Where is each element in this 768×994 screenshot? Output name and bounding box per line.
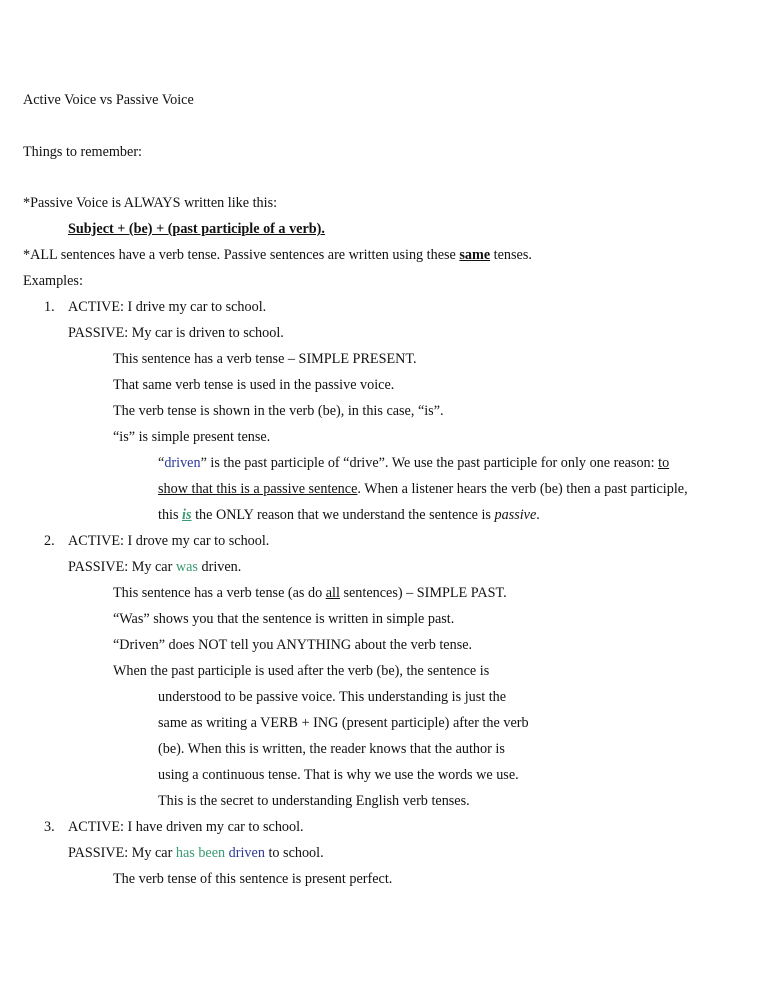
underlined-to: to [658, 455, 670, 471]
example-3-active: ACTIVE: I have driven my car to school. [68, 819, 304, 835]
things-to-remember-heading: Things to remember: [23, 144, 142, 160]
example-2-note: “Driven” does NOT tell you ANYTHING about the verb tense. [113, 637, 473, 653]
was-highlight: was [175, 559, 198, 575]
is-highlight: is [182, 507, 192, 523]
example-2-sub-line: (be). When this is written, the reader knows that the author is [158, 741, 505, 757]
passive-prefix: PASSIVE: My car [68, 845, 176, 861]
example-2-sub-line: understood to be passive voice. This understanding is just the [158, 689, 507, 705]
example-2-note [113, 586, 507, 600]
example-1-note: The verb tense is shown in the verb (be), in this case, “is”. [113, 403, 444, 419]
rule-verb-tense-before: *ALL sentences have a verb tense. Passive sentences are written using these [23, 247, 460, 263]
example-2-sub-line: This is the secret to understanding English verb tenses. [158, 793, 470, 809]
period: . [536, 507, 540, 523]
rule-verb-tense-emph: same [459, 247, 491, 263]
passive-italic: passive [494, 507, 537, 523]
examples-label: Examples: [23, 273, 83, 289]
note-after: sentences) – SIMPLE PAST. [339, 585, 507, 601]
example-1-participle-line-3 [158, 508, 540, 522]
example-1-participle-line-2 [158, 482, 688, 496]
example-3-note: The verb tense of this sentence is present perfect. [113, 871, 393, 887]
example-1-note: That same verb tense is used in the passive voice. [113, 377, 395, 393]
note-before: This sentence has a verb tense (as do [113, 585, 326, 601]
example-2-note: “Was” shows you that the sentence is written in simple past. [113, 611, 455, 627]
driven-highlight: driven [228, 845, 265, 861]
document-title: Active Voice vs Passive Voice [23, 92, 194, 108]
example-2-passive [68, 560, 241, 574]
example-1-note: This sentence has a verb tense – SIMPLE PRESENT. [113, 351, 417, 367]
rule-verb-tense-after: tenses. [490, 247, 532, 263]
driven-highlight: driven [164, 455, 201, 471]
underlined-passive-phrase: show that this is a passive sentence [158, 481, 358, 497]
passive-formula: Subject + (be) + (past participle of a verb). [68, 221, 325, 237]
only-reason-text: the ONLY reason that we understand the sentence is [191, 507, 495, 523]
example-1-participle-line-1 [158, 456, 669, 470]
passive-suffix: driven. [197, 559, 242, 575]
participle-explanation: ” is the past participle of “drive”. We use the past participle for only one reason: [200, 455, 659, 471]
open-quote: “ [158, 455, 165, 471]
example-3-passive [68, 846, 324, 860]
example-1-note: “is” is simple present tense. [113, 429, 271, 445]
rule-verb-tense [23, 248, 532, 262]
passive-suffix: to school. [264, 845, 324, 861]
example-2-number: 2. [44, 533, 55, 549]
has-been-highlight: has been [175, 845, 226, 861]
rule-passive-voice: *Passive Voice is ALWAYS written like this: [23, 195, 278, 211]
underlined-all: all [325, 585, 340, 601]
example-2-active: ACTIVE: I drove my car to school. [68, 533, 270, 549]
example-2-note: When the past participle is used after the verb (be), the sentence is [113, 663, 490, 679]
passive-prefix: PASSIVE: My car [68, 559, 176, 575]
this-text: this [158, 507, 183, 523]
example-1-number: 1. [44, 299, 55, 315]
example-1-passive: PASSIVE: My car is driven to school. [68, 325, 284, 341]
example-2-sub-line: same as writing a VERB + ING (present participle) after the verb [158, 715, 529, 731]
example-3-number: 3. [44, 819, 55, 835]
example-1-active: ACTIVE: I drive my car to school. [68, 299, 267, 315]
example-2-sub-line: using a continuous tense. That is why we use the words we use. [158, 767, 519, 783]
listener-explanation: . When a listener hears the verb (be) then a past participle, [357, 481, 688, 497]
